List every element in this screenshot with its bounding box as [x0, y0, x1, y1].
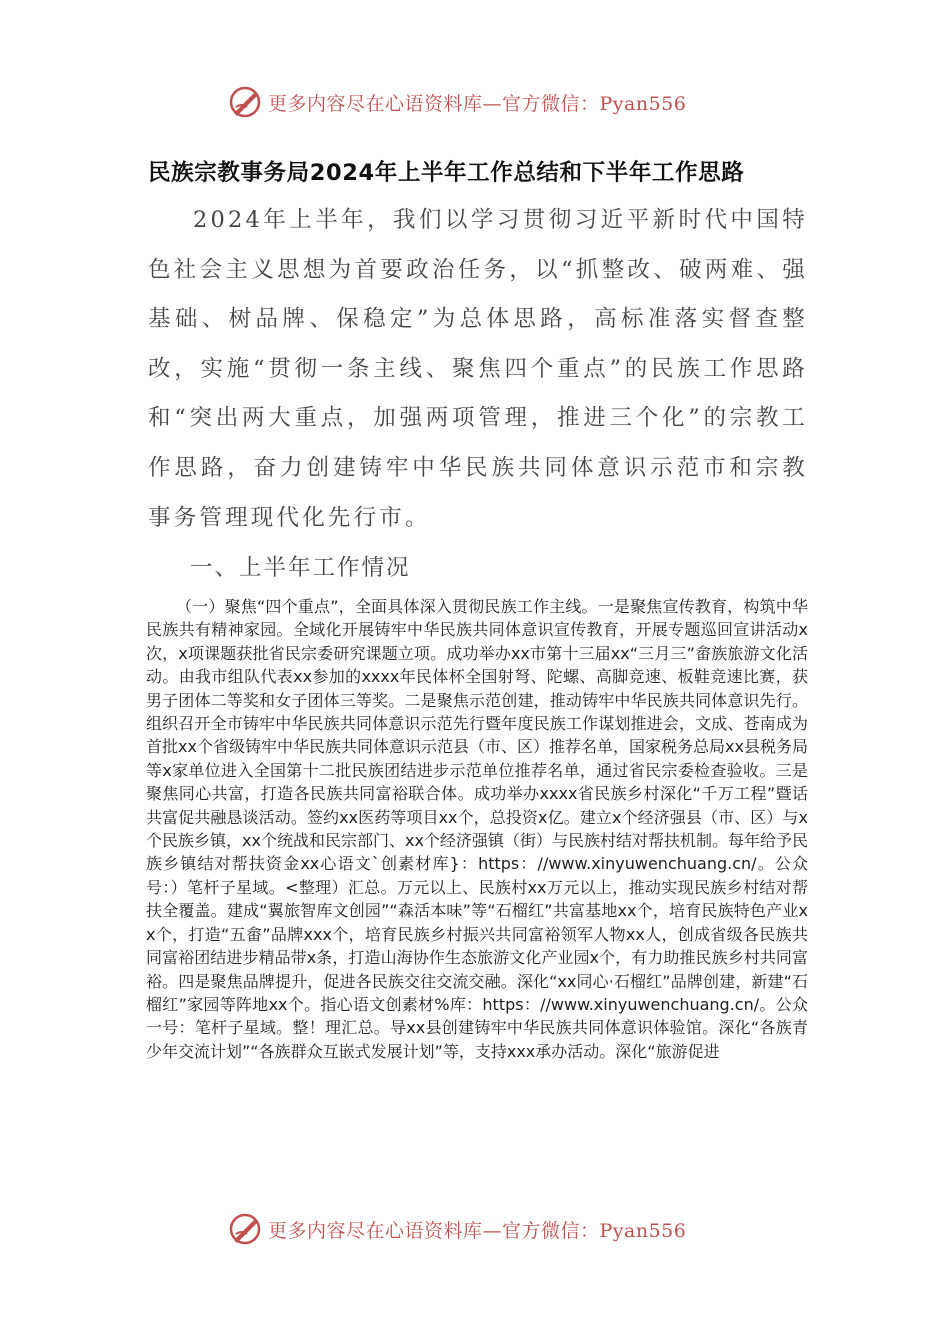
section-heading: 一、上半年工作情况: [190, 555, 411, 581]
watermark-banner-bottom: [228, 1209, 728, 1249]
watermark-text: 更多内容尽在心语资料库—官方微信：Pyan556: [268, 1219, 687, 1242]
pen-circle-logo-icon: [228, 1212, 262, 1246]
body-paragraph: （一）聚焦“四个重点”，全面具体深入贯彻民族工作主线。一是聚焦宣传教育，构筑中华民族共有精神家园。全域化开展铸牢中华民族共同体意识宣传教育，开展专题巡回宣讲活动x次，x项课题获批省民宗委研究课题立项。成功举办xx市第十三届xx“三月三”畲族旅游文化活动。由我市组队代表xx参加的xxxx年民体杯全国射弩、陀螺、高脚竞速、板鞋竞速比赛，获男子团体二等奖和女子团体三等奖。二是聚焦示范创建，推动铸牢中华民族共同体意识先行。组织召开全市铸牢中华民族共同体意识示范先行暨年度民族工作谋划推进会，文成、苍南成为首批xx个省级铸牢中华民族共同体意识示范县（市、区）推荐名单，国家税务总局xx县税务局等x家单位进入全国第十二批民族团结进步示范单位推荐名单，通过省民宗委检查验收。三是聚焦同心共富，打造各民族共同富裕联合体。成功举办xxxx省民族乡村深化“千万工程”暨话共富促共融恳谈活动。签约xx医药等项目xx个，总投资x亿。建立x个经济强县（市、区）与x个民族乡镇，xx个统战和民宗部门、xx个经济强镇（街）与民族村结对帮扶机制。每年给予民族乡镇结对帮扶资金xx心语文`创素材库}：https：//www.xinyuwenchuang.cn/。公众号：）笔杆子星域。<整理）汇总。万元以上、民族村xx万元以上，推动实现民族乡村结对帮扶全覆盖。建成“翼旅智库文创园”“森活本味”等“石榴红”共富基地xx个，培育民族特色产业xx个，打造“五畲”品牌xxx个，培育民族乡村振兴共同富裕领军人物xx人，创成省级各民族共同富裕团结进步精品带x条，打造山海协作生态旅游文化产业园x个，有力助推民族乡村共同富裕。四是聚焦品牌提升，促进各民族交往交流交融。深化“xx同心·石榴红”品牌创建，新建“石榴红”家园等阵地xx个。指心语文创素材%库：https：//www.xinyuwenchuang.cn/。公众一号：笔杆子星域。整！理汇总。导xx县创建铸牢中华民族共同体意识体验馆。深化“各族青少年交流计划”“各族群众互嵌式发展计划”等，支持xxx承办活动。深化“旅游促进: [146, 597, 808, 1061]
watermark-banner-top: [228, 82, 728, 122]
intro-paragraph: 2024年上半年，我们以学习贯彻习近平新时代中国特色社会主义思想为首要政治任务，以“抓整改、破两难、强基础、树品牌、保稳定”为总体思路，高标准落实督查整改，实施“贯彻一条主线、聚焦四个重点”的民族工作思路和“突出两大重点，加强两项管理，推进三个化”的宗教工作思路，奋力创建铸牢中华民族共同体意识示范市和宗教事务管理现代化先行市。: [148, 207, 808, 531]
watermark-text: 更多内容尽在心语资料库—官方微信：Pyan556: [268, 92, 687, 115]
document-title: 民族宗教事务局2024年上半年工作总结和下半年工作思路: [148, 160, 745, 186]
pen-circle-logo-icon: [228, 85, 262, 119]
